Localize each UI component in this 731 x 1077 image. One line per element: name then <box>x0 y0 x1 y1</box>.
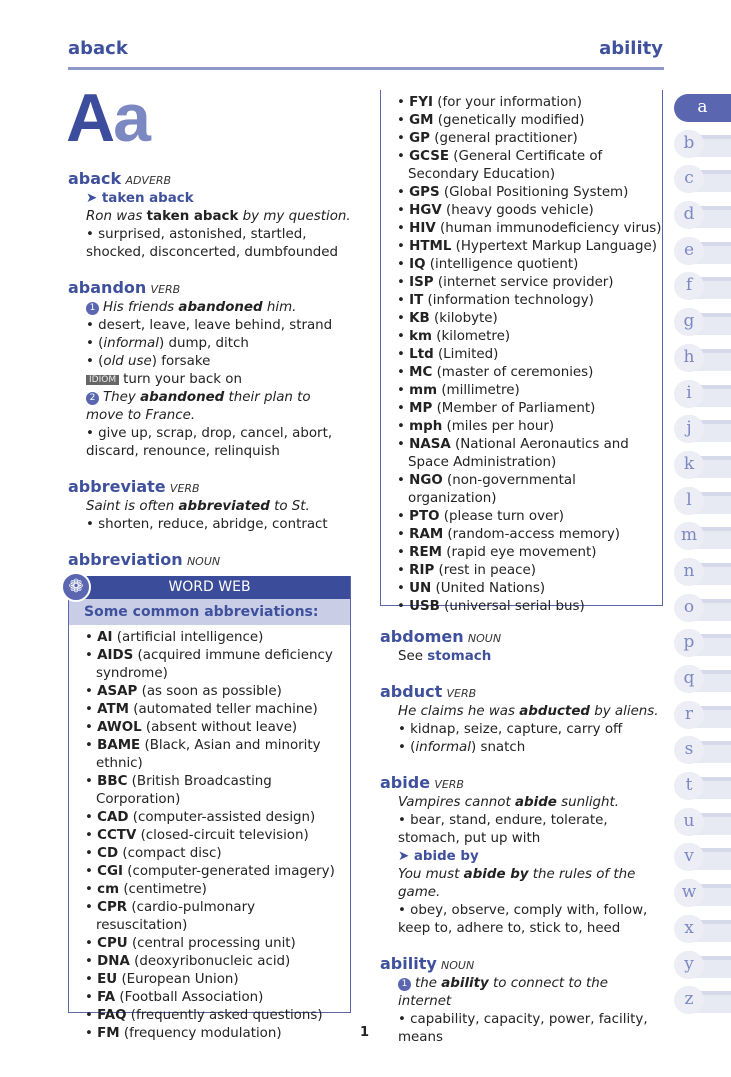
tab-letter: g <box>674 308 704 336</box>
text: • ( <box>86 336 104 351</box>
abbreviation-meaning: (human immunodeficiency virus) <box>439 221 662 236</box>
abbreviation: CGI <box>97 864 123 879</box>
abbreviation: MP <box>409 401 433 416</box>
abbreviation-item: • MP (Member of Parliament) <box>397 401 596 416</box>
tab-letter: l <box>674 487 704 515</box>
abbreviation-item: • km (kilometre) <box>397 329 511 344</box>
abbreviation-meaning: (closed-circuit television) <box>140 828 309 843</box>
abbreviation-item: • FYI (for your information) <box>397 95 583 110</box>
thumb-index <box>674 90 731 1018</box>
thumb-tab-z[interactable] <box>674 982 731 1018</box>
tab-letter: c <box>674 165 704 193</box>
section-letter <box>66 78 149 158</box>
example <box>380 866 664 902</box>
part-of-speech: NOUN <box>467 632 502 645</box>
synonyms: • obey, observe, comply with, follow, keep to, adhere to, stick to, heed <box>398 903 648 936</box>
abbreviation: HIV <box>409 221 436 236</box>
abbreviation: GPS <box>409 185 440 200</box>
abbreviation-item: • cm (centimetre) <box>85 882 207 897</box>
abbreviation-meaning: (rapid eye movement) <box>446 545 597 560</box>
abbreviation: CPR <box>97 900 128 915</box>
word-web-subtitle: Some common abbreviations: <box>69 599 350 625</box>
text: the rules of the game. <box>398 867 636 900</box>
thumb-tab-v[interactable] <box>674 839 731 875</box>
abbreviation-item: • GP (general practitioner) <box>397 131 578 146</box>
thumb-tab-g[interactable] <box>674 304 731 340</box>
abbreviation-item: • AI (artificial intelligence) <box>85 630 264 645</box>
abbreviation: DNA <box>97 954 130 969</box>
abbreviation-item: • KB (kilobyte) <box>397 311 498 326</box>
text: informal <box>103 336 159 351</box>
text: to connect to the internet <box>398 976 609 1009</box>
abbreviation: UN <box>409 581 432 596</box>
tab-letter: b <box>674 130 704 158</box>
abbreviation-meaning: (National Aeronautics and Space Administration) <box>408 437 629 470</box>
running-head-right: ability <box>599 38 663 59</box>
tab-letter: z <box>674 986 704 1014</box>
word-web-box <box>68 576 351 1041</box>
abbreviation: CPU <box>97 936 128 951</box>
example <box>380 703 664 721</box>
thumb-tab-e[interactable] <box>674 233 731 269</box>
abbreviation-item: • RAM (random-access memory) <box>397 527 620 542</box>
abbreviation-meaning: (Football Association) <box>119 990 264 1005</box>
abbreviation-item: • mph (miles per hour) <box>397 419 555 434</box>
abbreviation: PTO <box>409 509 440 524</box>
abbreviation: cm <box>97 882 120 897</box>
text: ) dump, ditch <box>158 336 249 351</box>
abbreviation: FAQ <box>97 1008 127 1023</box>
sense-number-icon: 1 <box>86 302 99 315</box>
abbreviation-item: • PTO (please turn over) <box>397 509 564 524</box>
abbreviation-meaning: (British Broadcasting Corporation) <box>96 774 272 807</box>
abbreviation-item: • GM (genetically modified) <box>397 113 585 128</box>
abbreviation-meaning: (genetically modified) <box>437 113 585 128</box>
thumb-tab-h[interactable] <box>674 340 731 376</box>
text: the <box>415 976 442 991</box>
entry-abbreviation <box>68 551 352 571</box>
thumb-tab-x[interactable] <box>674 911 731 947</box>
part-of-speech: ADVERB <box>125 174 172 187</box>
thumb-tab-t[interactable] <box>674 768 731 804</box>
abbreviation-item: • HTML (Hypertext Markup Language) <box>397 239 657 254</box>
part-of-speech: VERB <box>169 482 200 495</box>
entry-abduct <box>380 683 664 757</box>
entry-aback <box>68 170 352 262</box>
abbreviation-meaning: (master of ceremonies) <box>436 365 594 380</box>
tab-letter: u <box>674 808 704 836</box>
headword: abbreviate <box>68 477 166 496</box>
tab-letter: x <box>674 915 704 943</box>
abbreviation: ASAP <box>97 684 138 699</box>
thumb-tab-q[interactable] <box>674 661 731 697</box>
synonyms: • shorten, reduce, abridge, contract <box>86 517 328 532</box>
abbreviation-meaning: (rest in peace) <box>438 563 536 578</box>
abbreviation: GCSE <box>409 149 450 164</box>
example <box>68 389 352 425</box>
thumb-tab-d[interactable] <box>674 197 731 233</box>
abbreviation-item: • HIV (human immunodeficiency virus) <box>397 221 662 236</box>
thumb-tab-p[interactable] <box>674 625 731 661</box>
text: Vampires cannot <box>398 795 515 810</box>
abbreviation-meaning: (deoxyribonucleic acid) <box>134 954 291 969</box>
abbreviation: CCTV <box>97 828 137 843</box>
abbreviation: BAME <box>97 738 141 753</box>
word-web-icon: ❁ <box>61 572 91 602</box>
abbreviation-meaning: (frequently asked questions) <box>130 1008 323 1023</box>
abbreviation-item: • AWOL (absent without leave) <box>85 720 298 735</box>
word-web-box-continued <box>380 90 663 614</box>
left-column <box>68 170 352 571</box>
abbreviation: FYI <box>409 95 433 110</box>
text: • surprised, astonished, startled, shocked, disconcerted, dumbfounded <box>86 227 339 260</box>
text: abbreviated <box>178 499 270 514</box>
abbreviation-item: • NASA (National Aeronautics and Space Administration) <box>397 437 629 470</box>
abbreviation: HGV <box>409 203 442 218</box>
text: old use <box>103 354 152 369</box>
abbreviation-meaning: (compact disc) <box>122 846 222 861</box>
entry-abide <box>380 774 664 938</box>
cross-reference <box>380 648 664 666</box>
entry-abbreviate <box>68 478 352 534</box>
abbreviation-item: • GCSE (General Certificate of Secondary Education) <box>397 149 603 182</box>
example <box>68 498 352 516</box>
tab-letter: m <box>674 522 704 550</box>
abbreviation-item: • BAME (Black, Asian and minority ethnic) <box>85 738 321 771</box>
abbreviation-item: • BBC (British Broadcasting Corporation) <box>85 774 272 807</box>
abbreviation-meaning: (automated teller machine) <box>133 702 318 717</box>
abbreviation-item: • NGO (non-governmental organization) <box>397 473 576 506</box>
abbreviation-meaning: (non-governmental organization) <box>408 473 576 506</box>
text: their plan to move to France. <box>86 390 311 423</box>
abbreviation-meaning: (as soon as possible) <box>141 684 282 699</box>
tab-letter: j <box>674 415 704 443</box>
text: by my question. <box>238 209 351 224</box>
abbreviation-item: • CGI (computer-generated imagery) <box>85 864 335 879</box>
thumb-tab-i[interactable] <box>674 376 731 412</box>
abbreviation-item: • ASAP (as soon as possible) <box>85 684 282 699</box>
page-number: 1 <box>360 1025 370 1040</box>
text: ) snatch <box>470 740 526 755</box>
abbreviation-list <box>69 625 350 1043</box>
synonyms: • capability, capacity, power, facility, means <box>398 1012 648 1045</box>
headword: aback <box>68 169 122 188</box>
abbreviation: NASA <box>409 437 451 452</box>
part-of-speech: VERB <box>446 687 477 700</box>
abbreviation-item: • CD (compact disc) <box>85 846 222 861</box>
abbreviation-meaning: (acquired immune deficiency syndrome) <box>96 648 333 681</box>
sense-number-icon: 2 <box>86 392 99 405</box>
abbreviation-meaning: (random-access memory) <box>447 527 620 542</box>
text: • ( <box>398 740 416 755</box>
abbreviation-item: • RIP (rest in peace) <box>397 563 536 578</box>
headword: abdomen <box>380 627 464 646</box>
example <box>68 208 352 226</box>
abbreviation: NGO <box>409 473 443 488</box>
abbreviation: GP <box>409 131 430 146</box>
tab-letter: y <box>674 951 704 979</box>
letter-lower: a <box>113 80 149 156</box>
abbreviation-item: • USB (universal serial bus) <box>397 599 585 614</box>
abbreviation-meaning: (Global Positioning System) <box>443 185 629 200</box>
headword: ability <box>380 954 437 973</box>
tab-letter: e <box>674 237 704 265</box>
abbreviation-meaning: (frequency modulation) <box>123 1026 282 1041</box>
header-rule <box>68 67 664 70</box>
headword: abide <box>380 773 431 792</box>
abbreviation-meaning: (General Certificate of Secondary Education) <box>408 149 603 182</box>
thumb-tab-l[interactable] <box>674 483 731 519</box>
thumb-tab-j[interactable] <box>674 411 731 447</box>
abbreviation: km <box>409 329 433 344</box>
thumb-tab-n[interactable] <box>674 554 731 590</box>
text: You must <box>398 867 464 882</box>
tab-letter: o <box>674 594 704 622</box>
abbreviation-item: • HGV (heavy goods vehicle) <box>397 203 594 218</box>
text: • ( <box>86 354 104 369</box>
text: Saint is often <box>86 499 179 514</box>
entry-abandon <box>68 279 352 461</box>
word-web-title: WORD WEB <box>69 576 350 599</box>
abbreviation-item: • GPS (Global Positioning System) <box>397 185 629 200</box>
tab-letter: a <box>674 94 731 122</box>
abbreviation: USB <box>409 599 440 614</box>
abbreviation-item: • IQ (intelligence quotient) <box>397 257 579 272</box>
abbreviation: AIDS <box>97 648 134 663</box>
example <box>68 299 352 317</box>
tab-letter: t <box>674 772 704 800</box>
abbreviation-meaning: (Limited) <box>437 347 499 362</box>
thumb-tab-c[interactable] <box>674 161 731 197</box>
abbreviation-meaning: (Hypertext Markup Language) <box>455 239 657 254</box>
abbreviation: RIP <box>409 563 435 578</box>
abbreviation-meaning: (European Union) <box>121 972 239 987</box>
text: taken aback <box>146 209 239 224</box>
tab-letter: q <box>674 665 704 693</box>
text: They <box>103 390 141 405</box>
abbreviation-meaning: (general practitioner) <box>434 131 578 146</box>
text: Ron was <box>86 209 147 224</box>
abbreviation: REM <box>409 545 442 560</box>
running-head-left: aback <box>68 38 128 59</box>
abbreviation-item: • CAD (computer-assisted design) <box>85 810 316 825</box>
abbreviation-meaning: (heavy goods vehicle) <box>445 203 594 218</box>
abbreviation: ISP <box>409 275 434 290</box>
abbreviation-meaning: (United Nations) <box>435 581 546 596</box>
abbreviation: BBC <box>97 774 128 789</box>
tab-letter: r <box>674 701 704 729</box>
thumb-tab-u[interactable] <box>674 804 731 840</box>
thumb-tab-m[interactable] <box>674 518 731 554</box>
part-of-speech: VERB <box>150 283 181 296</box>
abbreviation-item: • CCTV (closed-circuit television) <box>85 828 309 843</box>
abbreviation-meaning: (computer-assisted design) <box>132 810 316 825</box>
abbreviation: IT <box>409 293 424 308</box>
headword: abbreviation <box>68 550 183 569</box>
abbreviation: CAD <box>97 810 129 825</box>
abbreviation-meaning: (for your information) <box>437 95 583 110</box>
abbreviation-item: • ATM (automated teller machine) <box>85 702 318 717</box>
idiom <box>68 371 352 389</box>
phrase: ➤ abide by <box>398 849 479 864</box>
abbreviation-meaning: (Member of Parliament) <box>436 401 596 416</box>
abbreviation-item: • mm (millimetre) <box>397 383 520 398</box>
text: ) forsake <box>151 354 211 369</box>
thumb-tab-k[interactable] <box>674 447 731 483</box>
synonyms <box>68 335 352 353</box>
abbreviation: IQ <box>409 257 426 272</box>
text: abide <box>515 795 557 810</box>
abbreviation: CD <box>97 846 119 861</box>
abbreviation-meaning: (kilometre) <box>436 329 511 344</box>
thumb-tab-a[interactable] <box>674 90 731 126</box>
idiom-tag: IDIOM <box>86 375 119 385</box>
abbreviation-item: • ISP (internet service provider) <box>397 275 614 290</box>
abbreviation: KB <box>409 311 430 326</box>
abbreviation-meaning: (central processing unit) <box>131 936 296 951</box>
thumb-tab-b[interactable] <box>674 126 731 162</box>
text: informal <box>415 740 471 755</box>
text: turn your back on <box>123 372 242 387</box>
entry-ability <box>380 955 664 1047</box>
text: abducted <box>519 704 590 719</box>
tab-letter: i <box>674 380 704 408</box>
part-of-speech: NOUN <box>186 555 221 568</box>
abbreviation-item: • CPR (cardio-pulmonary resuscitation) <box>85 900 255 933</box>
entry-abdomen <box>380 628 664 666</box>
thumb-tab-o[interactable] <box>674 590 731 626</box>
synonyms <box>380 739 664 757</box>
thumb-tab-r[interactable] <box>674 697 731 733</box>
part-of-speech: NOUN <box>441 959 475 972</box>
abbreviation-item: • Ltd (Limited) <box>397 347 499 362</box>
abbreviation: AI <box>97 630 113 645</box>
abbreviation: mph <box>409 419 443 434</box>
abbreviation-item: • FM (frequency modulation) <box>85 1026 282 1041</box>
synonyms: • bear, stand, endure, tolerate, stomach, put up with <box>398 813 608 846</box>
thumb-tab-w[interactable] <box>674 875 731 911</box>
abbreviation-meaning: (universal serial bus) <box>444 599 585 614</box>
synonyms: • give up, scrap, drop, cancel, abort, discard, renounce, relinquish <box>86 426 333 459</box>
example <box>380 794 664 812</box>
text: by aliens. <box>589 704 659 719</box>
tab-letter: n <box>674 558 704 586</box>
abbreviation-meaning: (please turn over) <box>443 509 564 524</box>
text: abandoned <box>178 300 263 315</box>
part-of-speech: VERB <box>434 778 464 791</box>
right-column <box>380 628 664 1064</box>
see-link[interactable]: stomach <box>427 649 492 664</box>
text: ability <box>441 976 489 991</box>
abbreviation: HTML <box>409 239 452 254</box>
tab-letter: d <box>674 201 704 229</box>
abbreviation-item: • CPU (central processing unit) <box>85 936 296 951</box>
abbreviation-item: • EU (European Union) <box>85 972 239 987</box>
abbreviation-meaning: (intelligence quotient) <box>429 257 579 272</box>
tab-letter: h <box>674 344 704 372</box>
thumb-tab-s[interactable] <box>674 732 731 768</box>
abbreviation-item: • IT (information technology) <box>397 293 594 308</box>
abbreviation-meaning: (cardio-pulmonary resuscitation) <box>96 900 255 933</box>
abbreviation-item: • FAQ (frequently asked questions) <box>85 1008 323 1023</box>
sense-number-icon: 1 <box>398 978 411 991</box>
abbreviation-item: • AIDS (acquired immune deficiency syndrome) <box>85 648 333 681</box>
letter-upper: A <box>66 80 114 156</box>
text: See <box>398 649 428 664</box>
abbreviation-meaning: (information technology) <box>427 293 594 308</box>
headword: abandon <box>68 278 147 297</box>
text: He claims he was <box>398 704 520 719</box>
abbreviation: EU <box>97 972 118 987</box>
tab-letter: s <box>674 736 704 764</box>
abbreviation: mm <box>409 383 438 398</box>
abbreviation-list <box>381 90 662 616</box>
phrase: ➤ taken aback <box>86 191 194 206</box>
abbreviation: FM <box>97 1026 120 1041</box>
synonyms: • kidnap, seize, capture, carry off <box>398 722 623 737</box>
abbreviation-meaning: (computer-generated imagery) <box>127 864 335 879</box>
abbreviation: ATM <box>97 702 129 717</box>
text: sunlight. <box>556 795 620 810</box>
tab-letter: k <box>674 451 704 479</box>
example <box>380 975 664 1011</box>
text: abandoned <box>140 390 225 405</box>
abbreviation: RAM <box>409 527 444 542</box>
abbreviation-meaning: (miles per hour) <box>446 419 555 434</box>
abbreviation-item: • FA (Football Association) <box>85 990 264 1005</box>
abbreviation: MC <box>409 365 433 380</box>
abbreviation-item: • DNA (deoxyribonucleic acid) <box>85 954 291 969</box>
synonyms <box>68 226 352 262</box>
abbreviation-meaning: (Black, Asian and minority ethnic) <box>96 738 321 771</box>
tab-letter: f <box>674 272 704 300</box>
abbreviation-item: • UN (United Nations) <box>397 581 546 596</box>
abbreviation-meaning: (kilobyte) <box>434 311 498 326</box>
abbreviation: FA <box>97 990 116 1005</box>
thumb-tab-f[interactable] <box>674 268 731 304</box>
thumb-tab-y[interactable] <box>674 947 731 983</box>
abbreviation-item: • REM (rapid eye movement) <box>397 545 597 560</box>
abbreviation: GM <box>409 113 434 128</box>
synonyms <box>68 353 352 371</box>
text: His friends <box>103 300 179 315</box>
synonyms: • desert, leave, leave behind, strand <box>86 318 333 333</box>
headword: abduct <box>380 682 443 701</box>
abbreviation-meaning: (millimetre) <box>441 383 520 398</box>
tab-letter: w <box>674 879 704 907</box>
abbreviation: Ltd <box>409 347 434 362</box>
text: to St. <box>269 499 310 514</box>
text: abide by <box>463 867 529 882</box>
abbreviation-item: • MC (master of ceremonies) <box>397 365 594 380</box>
abbreviation-meaning: (absent without leave) <box>145 720 298 735</box>
abbreviation-meaning: (internet service provider) <box>437 275 614 290</box>
abbreviation-meaning: (centimetre) <box>123 882 207 897</box>
text: him. <box>262 300 297 315</box>
tab-letter: v <box>674 843 704 871</box>
tab-letter: p <box>674 629 704 657</box>
abbreviation: AWOL <box>97 720 142 735</box>
abbreviation-meaning: (artificial intelligence) <box>116 630 264 645</box>
